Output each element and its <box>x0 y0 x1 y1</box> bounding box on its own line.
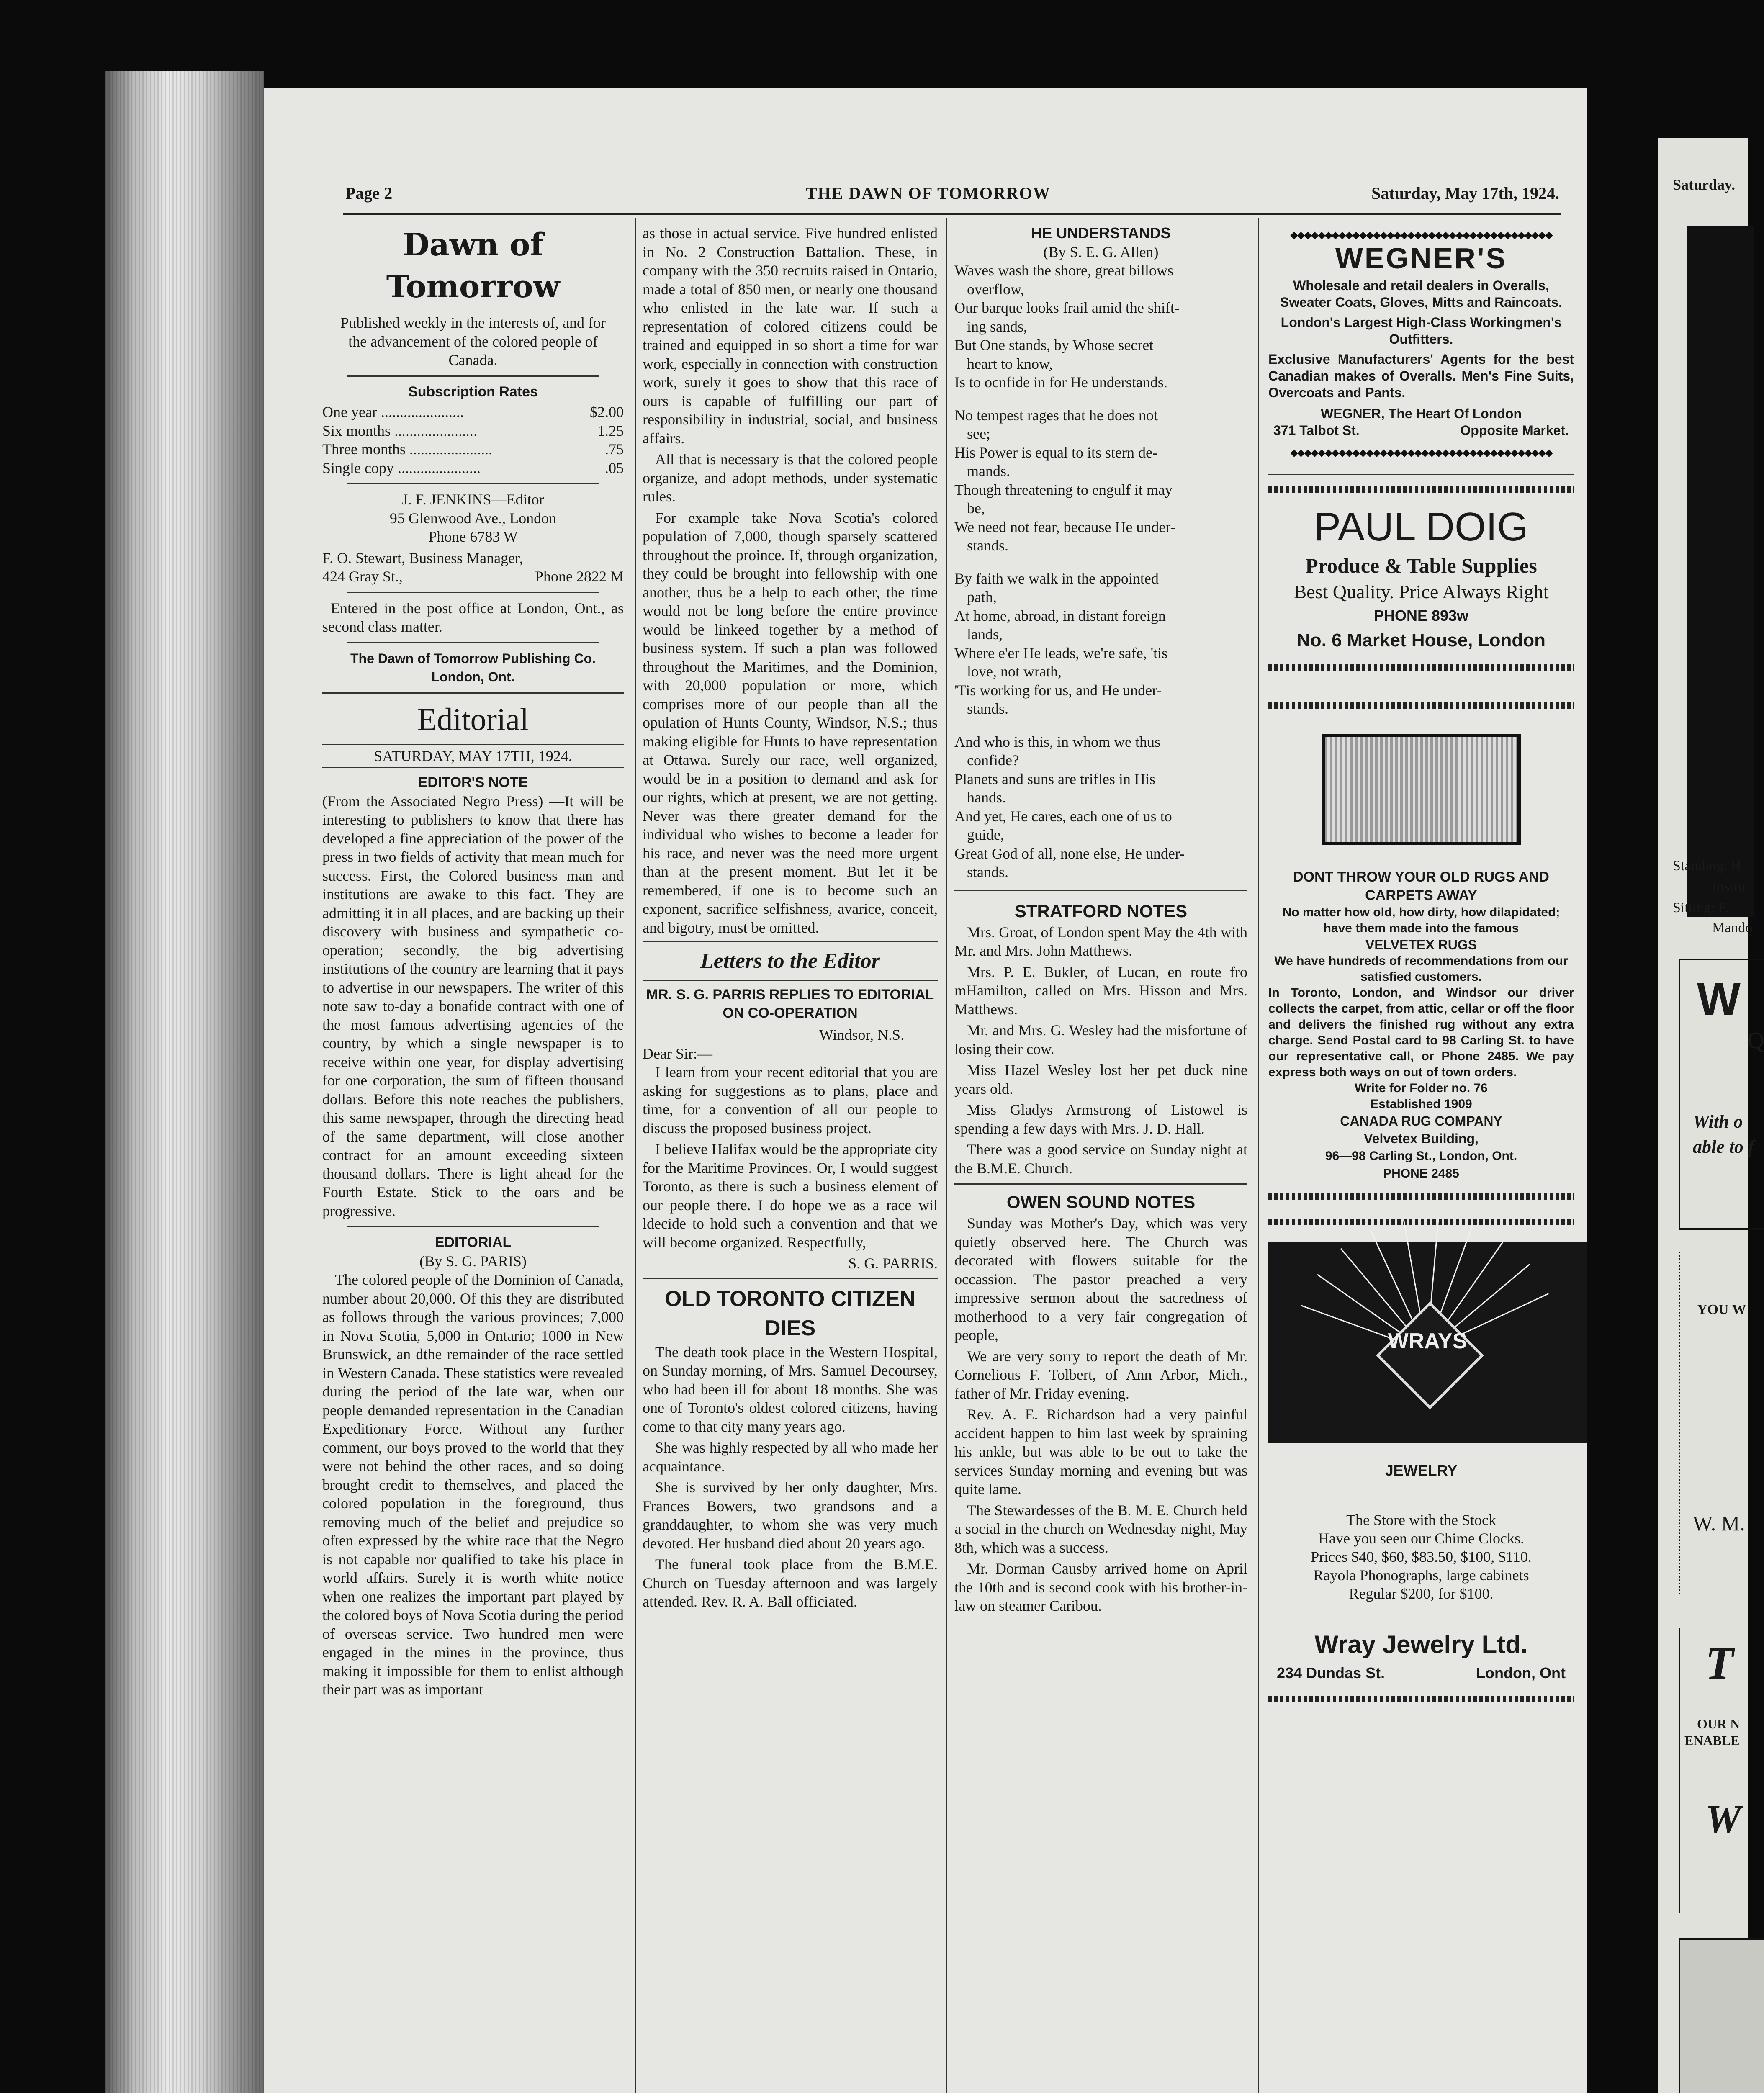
page-number: Page 2 <box>345 184 393 203</box>
entered-notice: Entered in the post office at London, Ont., as second class matter. <box>322 599 624 635</box>
obituary-p4: The funeral took place from the B.M.E. Church on Tuesday afternoon and was largely attended. Rev. R. A. Ball officiated. <box>643 1556 938 1610</box>
letter-signature: S. G. PARRIS. <box>848 1255 938 1272</box>
column-divider <box>1258 218 1259 2093</box>
wrays-logo <box>1268 1242 1587 1443</box>
manager-contact: 424 Gray St., Phone 2822 M <box>322 568 624 585</box>
column-2 <box>643 224 938 1614</box>
stratford-item: Mrs. Groat, of London spent May the 4th with Mr. and Mrs. John Matthews. <box>954 923 1247 959</box>
column-divider <box>946 218 947 2093</box>
letter-p2: I believe Halifax would be the appropriate city for the Maritime Provinces. Or, I would suggest Toronto, as there is such a business element of our people there. I do hope we as a race wil ldecide to hold such a convention and that we will become organized. Respectfully, <box>643 1141 938 1251</box>
letter-p1: I learn from your recent editorial that you are asking for suggestions as to plans, place and time, for a convention of all our people to discuss the proposed business project. <box>643 1064 938 1136</box>
canada-rug-ad: DONT THROW YOUR OLD RUGS AND CARPETS AWAY No matter how old, how dirty, how dilapidated; have them made into the famous VELVETEX RUGS We have hundreds of recommendations from our satisfied customers. In Toronto, London, and Windsor our driver collects the carpet, from attic, cellar or off the floor and delivers the finished rug without any extra charge. Send Postal card to 98 Carling St. to have our representative call, or Phone 2485. We pay express both ways on out of town orders. Write for Folder no. 76 Established 1909 CANADA RUG COMPANY Velvetex Building, 96—98 Carling St., London, Ont. PHONE 2485 <box>1268 702 1574 1200</box>
editor-address: 95 Glenwood Ave., London <box>389 509 557 527</box>
poem-byline: (By S. E. G. Allen) <box>1043 243 1159 260</box>
editorial-continued-p2: All that is necessary is that the colored people organize, and adopt methods, under systematic rules. <box>643 451 938 505</box>
stratford-item: Mr. and Mrs. G. Wesley had the misfortune of losing their cow. <box>954 1022 1247 1057</box>
letter-salutation: Dear Sir:— <box>643 1045 712 1062</box>
editors-note-heading: EDITOR'S NOTE <box>418 774 528 790</box>
ad-box-fragment: YOU W W. M. <box>1679 1252 1764 1595</box>
column-1 <box>322 224 624 1702</box>
owen-sound-item: Rev. A. E. Richardson had a very painful accident happen to him last week by spraining his ankle, but was able to be out to take the services Sunday morning and evening but was quite lame. <box>954 1406 1247 1497</box>
editorial-heading: EDITORIAL <box>435 1234 512 1250</box>
wegner-name: WEGNER'S <box>1335 242 1507 275</box>
intro-text: Published weekly in the interests of, and for the advancement of the colored people of Canada. <box>340 314 606 368</box>
editorial-body: The colored people of the Dominion of Canada, number about 20,000. Of this they are distributed as follows through the various provinces; 7,000 in Nova Scotia, 5,000 in Ontario; 1000 in New Brunswick, an dthe remainder of the race settled in Western Canada. These statistics were revealed during the period of the late war, when our people demanded representation in the Canadian Expeditionary Force. Without any further comment, our boys proved to the world that they were not behind the other races, and so doing brought credit to themselves, and placed the colored population in the foreground, thus removing much of the belief and prejudice so often expressed by the white race that the Negro is not capable nor qualified to take his place in world affairs. Surely it is worth white notice when one realizes the important part played by the colored boys of Nova Scotia during the period of overseas service. Two hundred men were engaged in the mines in the province, thus making it impossible for them to enlist although their part was as important <box>322 1271 624 1698</box>
rate-row: Six months ...................... 1.25 <box>322 422 624 439</box>
wegner-ad: ◆◆◆◆◆◆◆◆◆◆◆◆◆◆◆◆◆◆◆◆◆◆◆◆◆◆◆◆◆◆◆◆◆◆◆◆◆◆ WEGNER'S Wholesale and retail dealers in Overalls, Sweater Coats, Gloves, Mitts and Raincoats. London's Largest High-Class Workingmen's Outfitters. Exclusive Manufacturers' Agents for the best Canadian makes of Overalls. Men's Fine Suits, Overcoats and Pants. WEGNER, The Heart Of London 371 Talbot St. Opposite Market. ◆◆◆◆◆◆◆◆◆◆◆◆◆◆◆◆◆◆◆◆◆◆◆◆◆◆◆◆◆◆◆◆◆◆◆◆◆◆ <box>1268 230 1574 458</box>
editorial-title: Editorial <box>417 702 529 737</box>
letter-place: Windsor, N.S. <box>819 1026 904 1043</box>
paul-doig-ad: PAUL DOIG Produce & Table Supplies Best Quality. Price Always Right PHONE 893w No. 6 Market House, London <box>1268 486 1574 671</box>
header-rule <box>343 213 1561 215</box>
wrays-logo-text: WRAYS <box>1388 1329 1467 1353</box>
ad-box-fragment: W Q With o able to f <box>1679 959 1764 1230</box>
poem-stanza: Waves wash the shore, great billows overflow, Our barque looks frail amid the shift- ing sands, But One stands, by Whose secret heart to know, Is to ocnfide in for He understands. <box>954 262 1180 391</box>
rate-row: Three months ...................... .75 <box>322 441 624 458</box>
book-binding-edge <box>105 71 264 2093</box>
photo-fragment <box>1687 226 1754 917</box>
rates-title: Subscription Rates <box>408 383 538 400</box>
poem-stanza: No tempest rages that he does not see; His Power is equal to its stern de- mands. Though threatening to engulf it may be, We need not fear, because He under- stands. <box>954 406 1175 554</box>
wray-name: Wray Jewelry Ltd. <box>1314 1630 1528 1658</box>
obituary-p3: She is survived by her only daughter, Mrs. Frances Bowers, two grandsons and a granddaughter, to whom she was very much devoted. Her husband died about 20 years ago. <box>643 1479 938 1552</box>
paul-doig-name: PAUL DOIG <box>1314 504 1529 549</box>
owen-sound-item: The Stewardesses of the B. M. E. Church held a social in the church on Wednesday night, May 8th, which was a success. <box>954 1502 1247 1556</box>
stratford-item: Mrs. P. E. Bukler, of Lucan, en route fro mHamilton, called on Mrs. Hisson and Mrs. Matthews. <box>954 963 1247 1018</box>
editorial-continued-p3: For example take Nova Scotia's colored population of 7,000, though sparsely scattered throughout the proince. If, through organization, they could be brought into fellowship with one another, thus be a help to each other, the time would not be long before the entire province would be linkeed together by a method of business system. If such a plan was followed throughout the Maritimes, and the Dominion, with 20,000 population or more, which comprises more of our people than all the opulation of Hunts County, Windsor, N.S.; thus making eligible for Hunts to have representation at Ottawa. Surely our race, well organized, would be in a position to demand and ask for our rights, which at present, we are not getting. Never was there greater demand for the individual who wishes to become a leader for his race, and never was the need more urgent than at the present moment. But let it be remembered, if one is to become such an exponent, sacrifice selfishness, avarice, conceit, and bigotry, must be omitted. <box>643 509 938 936</box>
publisher: The Dawn of Tomorrow Publishing Co. <box>350 651 596 666</box>
stratford-item: Miss Gladys Armstrong of Listowel is spending a few days with Mrs. J. D. Hall. <box>954 1101 1247 1137</box>
ad-box-fragment: T OUR N ENABLE W <box>1679 1628 1764 1913</box>
owen-sound-item: Mr. Dorman Causby arrived home on April the 10th and is second cook with his brother-in-law on steamer Caribou. <box>954 1560 1247 1614</box>
newspaper-page <box>264 88 1587 2093</box>
editorial-date: SATURDAY, MAY 17TH, 1924. <box>374 747 572 764</box>
ads-column <box>1268 226 1574 1702</box>
rug-illustration <box>1322 734 1521 845</box>
issue-date: Saturday, May 17th, 1924. <box>1371 184 1559 203</box>
owen-sound-item: We are very sorry to report the death of Mr. Cornelious F. Tolbert, of Ann Arbor, Mich., father of Mr. Friday evening. <box>954 1347 1247 1402</box>
editors-note-body: (From the Associated Negro Press) —It will be interesting to publishers to know that there has developed a fine appreciation of the power of the press in two fields of activity that mean much for success. First, the Colored business man and institutions are awake to this fact. They are admitting it in all places, and are backing up their discovery with business and sympathetic co-operation; secondly, the big advertising institutions of the country are learning that it pays to advertise in our newspapers. The writer of this note saw to-day a bonafide contract with one of the most famous advertising agencies of the country, by which a single newspaper is to receive within one year, for display advertising for one corporation, the sum of fifteen thousand dollars. Before this note reaches the publishers, this same newspaper, through the directing head of the same department, will close another contract for an amount exceeding sixteen thousand dollars. There is light ahead for the Fourth Estate. Stick to the oars and be progressive. <box>322 792 624 1219</box>
stratford-heading: STRATFORD NOTES <box>1014 901 1188 921</box>
publisher-city: London, Ont. <box>431 669 515 684</box>
masthead: THE DAWN OF TOMORROW <box>806 184 1051 203</box>
poem-title: HE UNDERSTANDS <box>1031 224 1171 242</box>
facing-page: Saturday. Standing: H Instru Sitting: F. Mando W Q With o able to f YOU W W. M. T OUR N ENABLE W <box>1658 138 1748 2093</box>
rate-row: One year ...................... $2.00 <box>322 404 624 420</box>
poem <box>954 261 1247 882</box>
obituary-p1: The death took place in the Western Hospital, on Sunday morning, of Mrs. Samuel Decoursey, who had been ill for about 18 months. She was one of Toronto's oldest colored citizens, having come to that city many years ago. <box>643 1343 938 1435</box>
poem-stanza: By faith we walk in the appointed path, At home, abroad, in distant foreign lands, Where e'er He leads, we're safe, 'tis love, not wrath, 'Tis working for us, and He under- stands. <box>954 570 1168 717</box>
column-3 <box>954 224 1247 1618</box>
editor-name: J. F. JENKINS—Editor <box>402 491 544 508</box>
editorial-continued-p1: as those in actual service. Five hundred enlisted in No. 2 Construction Battalion. These, in company with the 350 recruits raised in Ontario, made a total of 850 men, or nearly one thousand who enlisted in the late war. If such a representation of colored citizens could be trained and equipped in so short a time for war work, especially in connection with construction work, surely it goes to show that this race of ours is capable of fulfilling our part of responsibility in industrial, social, and business affairs. <box>643 225 938 447</box>
owen-sound-item: Sunday was Mother's Day, which was very quietly observed here. The Church was decorated with flowers suitable for the occassion. The pastor preached a very impressive sermon about the sacredness of motherhood to a very fair congregation of people, <box>954 1215 1247 1343</box>
obituary-heading: OLD TORONTO CITIZEN DIES <box>665 1286 915 1340</box>
photo-fragment <box>1679 1938 1764 2093</box>
rate-row: Single copy ...................... .05 <box>322 459 624 476</box>
stratford-item: Miss Hazel Wesley lost her pet duck nine years old. <box>954 1062 1247 1097</box>
manager-name: F. O. Stewart, Business Manager, <box>322 549 523 566</box>
wray-jewelry-ad: WRAYS JEWELRY The Store with the Stock Have you seen our Chime Clocks. Prices $40, $60, $83.50, $100, $110. Rayola Phonographs, large cabinets Regular $200, for $100. Wray Jewelry Ltd. 234 Dundas St. London, Ont <box>1268 1219 1574 1702</box>
letter-heading: MR. S. G. PARRIS REPLIES TO EDITORIAL ON CO-OPERATION <box>646 987 934 1021</box>
column-divider <box>635 218 636 2093</box>
editorial-byline: (By S. G. PARIS) <box>419 1252 527 1270</box>
nameplate: Dawn of Tomorrow <box>386 227 560 305</box>
poem-stanza: And who is this, in whom we thus confide? Planets and suns are trifles in His hands. And yet, He cares, each one of us to guide, Great God of all, none else, He under- stands. <box>954 733 1185 880</box>
owen-sound-heading: OWEN SOUND NOTES <box>1006 1192 1196 1212</box>
editor-phone: Phone 6783 W <box>428 528 518 545</box>
page-header <box>345 183 1559 208</box>
stratford-item: There was a good service on Sunday night at the B.M.E. Church. <box>954 1141 1247 1177</box>
obituary-p2: She was highly respected by all who made her acquaintance. <box>643 1439 938 1475</box>
letters-heading: Letters to the Editor <box>700 949 880 973</box>
